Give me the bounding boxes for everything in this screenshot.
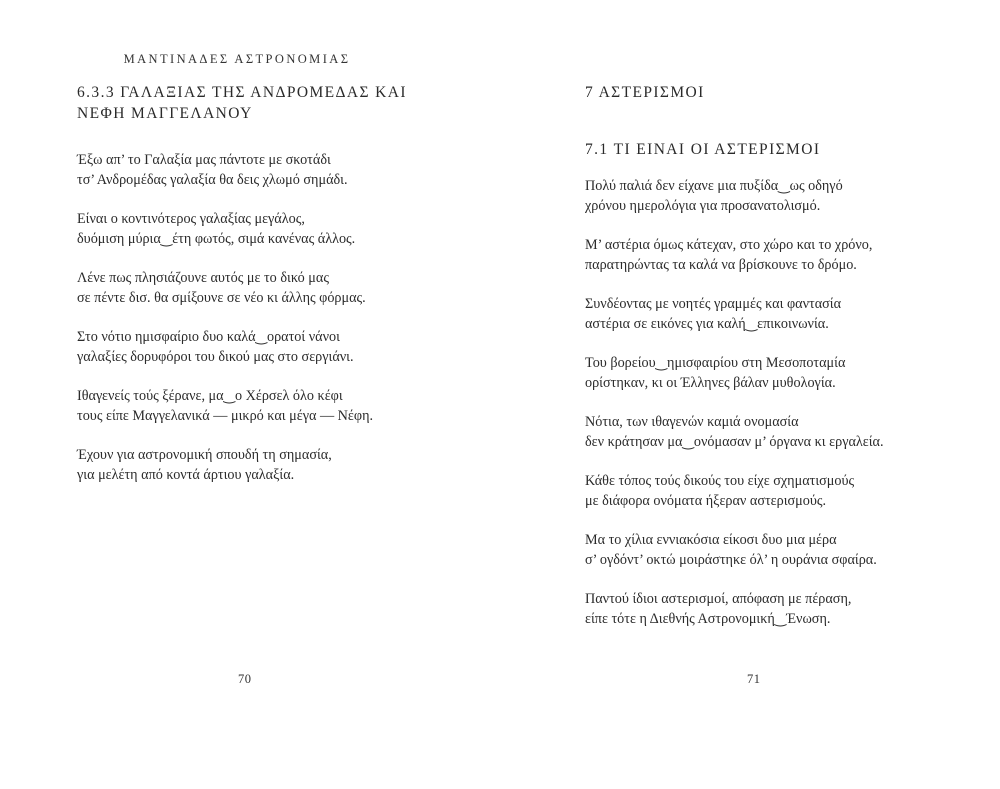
stanza bbox=[77, 386, 437, 426]
verse-line: τους είπε Μαγγελανικά — μικρό και μέγα — Νέφη. bbox=[77, 408, 374, 424]
stanza bbox=[77, 327, 437, 367]
verse-line: τσ’ Ανδρομέδας γαλαξία θα δεις χλωμό σημάδι. bbox=[77, 172, 348, 188]
stanza bbox=[585, 589, 945, 629]
verse-line: ορίστηκαν, κι οι Έλληνες βάλαν μυθολογία. bbox=[585, 375, 836, 391]
verse-line: σε πέντε δισ. θα σμίξουνε σε νέο κι άλλης φόρμας. bbox=[77, 290, 366, 306]
running-head: ΜΑΝΤΙΝΑΔΕΣ ΑΣΤΡΟΝΟΜΙΑΣ bbox=[123, 52, 351, 66]
stanza bbox=[77, 268, 437, 308]
verse-line: Μ’ αστέρια όμως κάτεχαν, στο χώρο και το χρόνο, bbox=[585, 237, 873, 253]
verse-line: Λένε πως πλησιάζουνε αυτός με το δικό μας bbox=[77, 270, 329, 286]
verse-line: παρατηρώντας τα καλά να βρίσκουνε το δρόμο. bbox=[585, 257, 857, 273]
verse-line: σ’ ογδόντ’ οκτώ μοιράστηκε όλ’ η ουράνια σφαίρα. bbox=[585, 552, 877, 568]
verse-line: με διάφορα ονόματα ήξεραν αστερισμούς. bbox=[585, 493, 827, 509]
stanza bbox=[585, 353, 945, 393]
section-title: 7.1 ΤΙ ΕΙΝΑΙ ΟΙ ΑΣΤΕΡΙΣΜΟΙ bbox=[585, 141, 821, 158]
verse-line: Ιθαγενείς τούς ξέρανε, μα‿ο Χέρσελ όλο κέφι bbox=[77, 388, 343, 404]
verse-line: είπε τότε η Διεθνής Αστρονομική‿Ένωση. bbox=[585, 611, 831, 627]
section-title: 6.3.3 ΓΑΛΑΞΙΑΣ ΤΗΣ ΑΝΔΡΟΜΕΔΑΣ ΚΑΙ ΝΕΦΗ ΜΑΓΓΕΛΑΝΟΥ bbox=[77, 84, 407, 122]
verse-line: Στο νότιο ημισφαίριο δυο καλά‿ορατοί νάνοι bbox=[77, 329, 340, 345]
verse-line: Παντού ίδιοι αστερισμοί, απόφαση με πέραση, bbox=[585, 591, 852, 607]
verse-line: δεν κράτησαν μα‿ονόμασαν μ’ όργανα κι εργαλεία. bbox=[585, 434, 884, 450]
verse-line: χρόνου ημερολόγια για προσανατολισμό. bbox=[585, 198, 821, 214]
verse-line: αστέρια σε εικόνες για καλή‿επικοινωνία. bbox=[585, 316, 829, 332]
stanza bbox=[585, 530, 945, 570]
stanza bbox=[585, 176, 945, 216]
stanza bbox=[585, 471, 945, 511]
verse-line: Έχουν για αστρονομική σπουδή τη σημασία, bbox=[77, 447, 332, 463]
verse-line: Πολύ παλιά δεν είχανε μια πυξίδα‿ως οδηγό bbox=[585, 178, 843, 194]
chapter-title: 7 ΑΣΤΕΡΙΣΜΟΙ bbox=[585, 84, 705, 101]
right-page bbox=[500, 0, 1000, 789]
stanza bbox=[585, 294, 945, 334]
verse-line: Νότια, των ιθαγενών καμιά ονομασία bbox=[585, 414, 799, 430]
page-number: 70 bbox=[238, 672, 252, 686]
stanza bbox=[585, 412, 945, 452]
poem-stanzas bbox=[585, 176, 945, 648]
verse-line: για μελέτη από κοντά άρτιου γαλαξία. bbox=[77, 467, 295, 483]
stanza bbox=[77, 150, 437, 190]
verse-line: Συνδέοντας με νοητές γραμμές και φαντασία bbox=[585, 296, 842, 312]
verse-line: Του βορείου‿ημισφαιρίου στη Μεσοποταμία bbox=[585, 355, 846, 371]
verse-line: Είναι ο κοντινότερος γαλαξίας μεγάλος, bbox=[77, 211, 305, 227]
verse-line: Κάθε τόπος τούς δικούς του είχε σχηματισμούς bbox=[585, 473, 855, 489]
verse-line: Μα το χίλια εννιακόσια είκοσι δυο μια μέρα bbox=[585, 532, 837, 548]
page-number: 71 bbox=[747, 672, 761, 686]
stanza bbox=[77, 209, 437, 249]
stanza bbox=[585, 235, 945, 275]
verse-line: δυόμιση μύρια‿έτη φωτός, σιμά κανένας άλλος. bbox=[77, 231, 356, 247]
stanza bbox=[77, 445, 437, 485]
poem-stanzas bbox=[77, 150, 437, 504]
verse-line: Έξω απ’ το Γαλαξία μας πάντοτε με σκοτάδι bbox=[77, 152, 331, 168]
verse-line: γαλαξίες δορυφόροι του δικού μας στο σεργιάνι. bbox=[77, 349, 354, 365]
